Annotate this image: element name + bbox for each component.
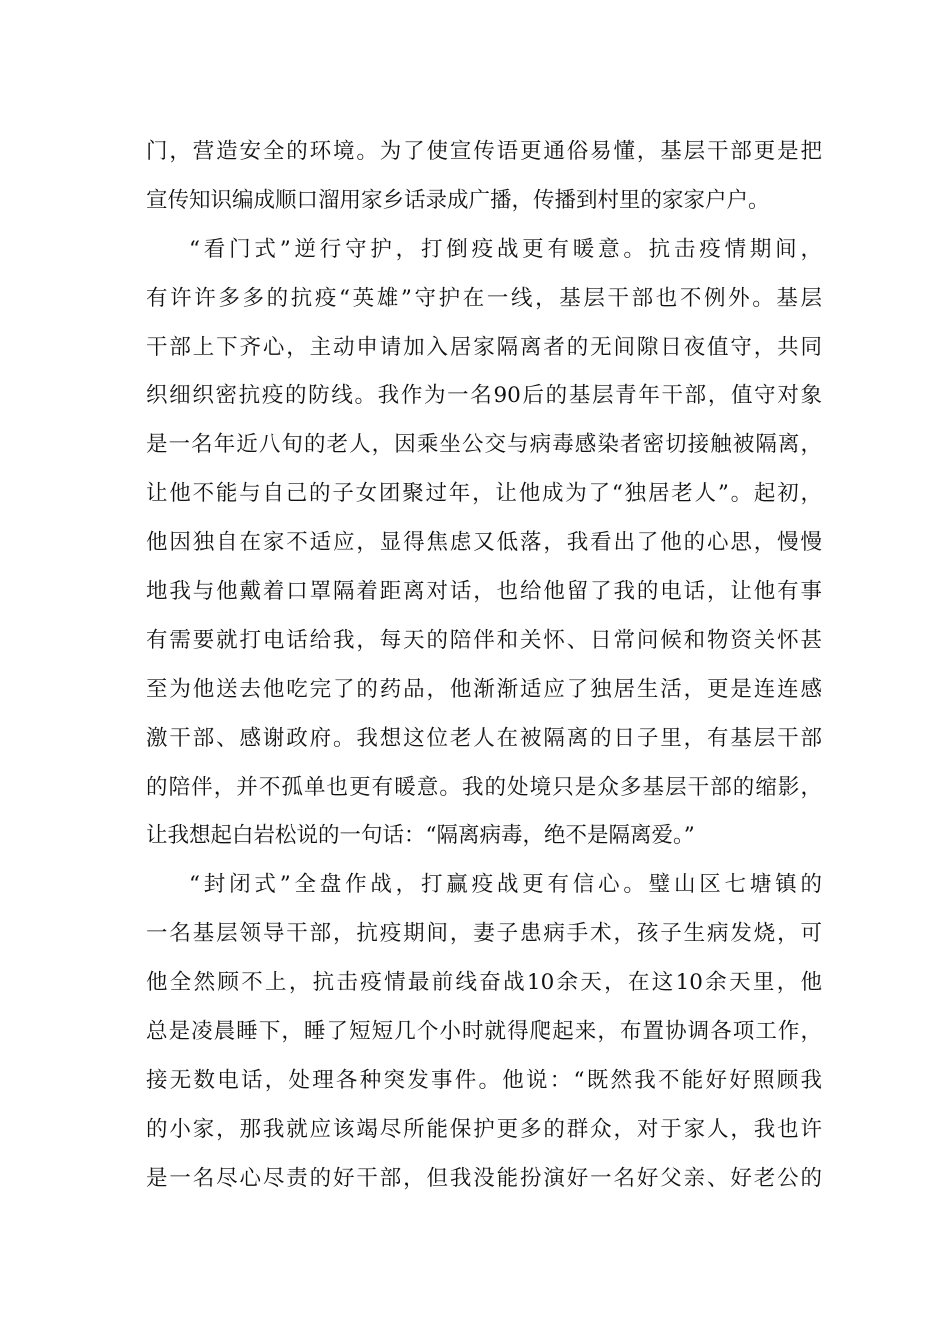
text-line: 他因独自在家不适应，显得焦虑又低落，我看出了他的心思，慢慢 <box>146 530 822 556</box>
text-line: 让我想起白岩松说的一句话：“隔离病毒，绝不是隔离爱。” <box>146 823 695 849</box>
text-line: 是一名年近八旬的老人，因乘坐公交与病毒感染者密切接触被隔离， <box>146 432 822 458</box>
text-line: 接无数电话，处理各种突发事件。他说：“既然我不能好好照顾我 <box>146 1067 822 1093</box>
text-line: 门，营造安全的环境。为了使宣传语更通俗易懂，基层干部更是把 <box>146 139 822 164</box>
text-line: 干部上下齐心，主动申请加入居家隔离者的无间隙日夜值守，共同 <box>146 334 822 360</box>
text-line: 至为他送去他吃完了的药品，他渐渐适应了独居生活，更是连连感 <box>146 676 822 702</box>
text-line: 是一名尽心尽责的好干部，但我没能扮演好一名好父亲、好老公的 <box>146 1165 822 1191</box>
text-line: 织细织密抗疫的防线。我作为一名90后的基层青年干部，值守对象 <box>146 383 822 409</box>
text-line: 激干部、感谢政府。我想这位老人在被隔离的日子里，有基层干部 <box>146 725 822 751</box>
body-text <box>146 128 822 1204</box>
text-line: 一名基层领导干部，抗疫期间，妻子患病手术，孩子生病发烧，可 <box>146 921 822 947</box>
text-line: 有许许多多的抗疫“英雄”守护在一线，基层干部也不例外。基层 <box>146 285 822 311</box>
text-line: 让他不能与自己的子女团聚过年，让他成为了“独居老人”。起初， <box>146 481 822 507</box>
paragraph-first-line: “封闭式”全盘作战，打赢疫战更有信心。璧山区七塘镇的 <box>189 872 822 898</box>
text-line: 他全然顾不上，抗击疫情最前线奋战10余天，在这10余天里，他 <box>146 970 822 996</box>
text-line: 地我与他戴着口罩隔着距离对话，也给他留了我的电话，让他有事 <box>146 579 822 605</box>
text-line: 有需要就打电话给我，每天的陪伴和关怀、日常问候和物资关怀甚 <box>146 627 822 653</box>
text-line: 的小家，那我就应该竭尽所能保护更多的群众，对于家人，我也许 <box>146 1116 822 1142</box>
text-line: 宣传知识编成顺口溜用家乡话录成广播，传播到村里的家家户户。 <box>146 187 770 213</box>
paragraph-first-line: “看门式”逆行守护，打倒疫战更有暖意。抗击疫情期间， <box>189 236 822 262</box>
text-line: 总是凌晨睡下，睡了短短几个小时就得爬起来，布置协调各项工作， <box>146 1019 822 1045</box>
text-line: 的陪伴，并不孤单也更有暖意。我的处境只是众多基层干部的缩影， <box>146 774 822 800</box>
